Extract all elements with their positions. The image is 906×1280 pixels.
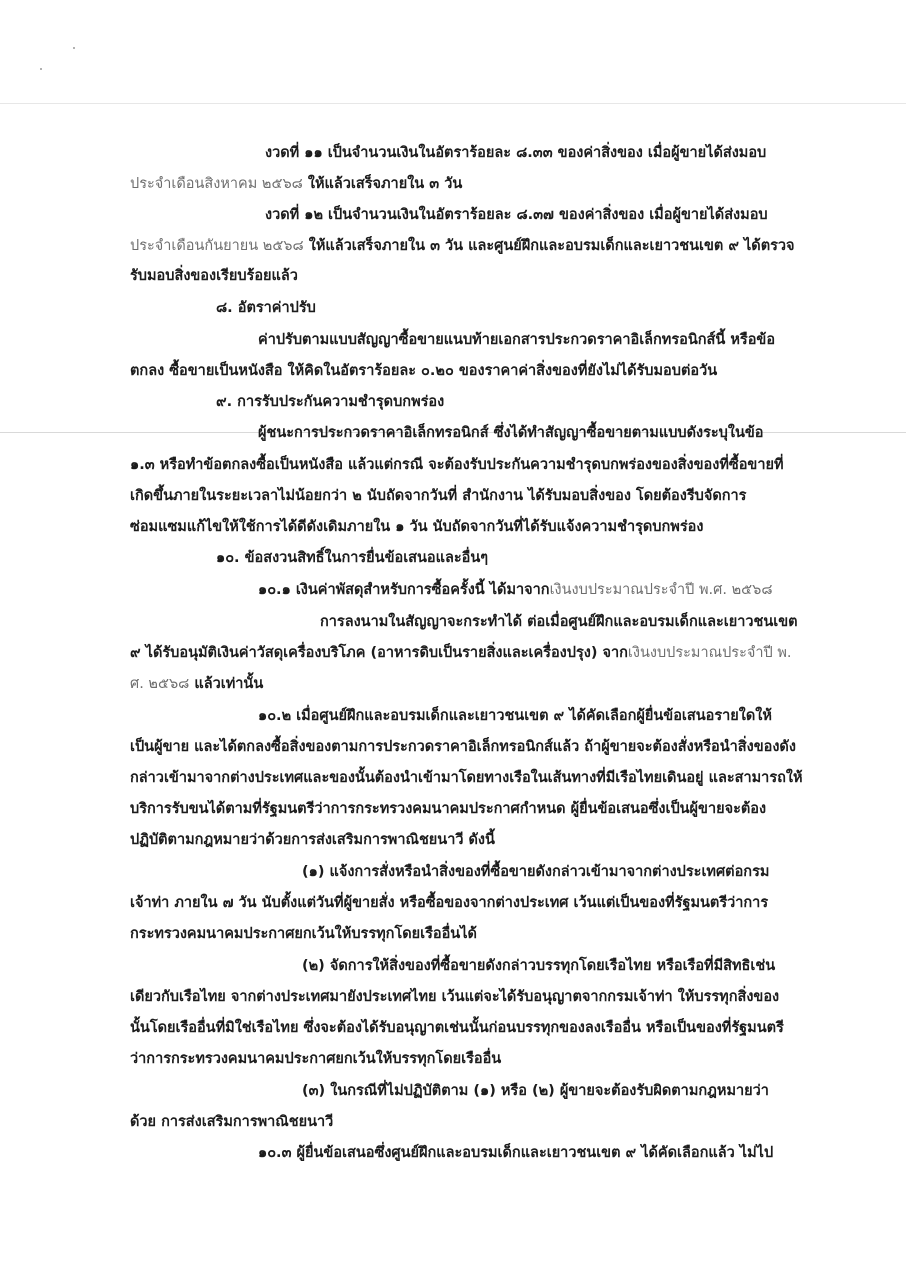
section-10-2-line-3: กล่าวเข้ามาจากต่างประเทศและของนั้นต้องนำเข้ามาโดยทางเรือในเส้นทางที่มีเรือไทยเดินอยู่ และสามารถให้	[130, 770, 803, 786]
item-3-line-2: ด้วย การส่งเสริมการพาณิชยนาวี	[130, 1114, 334, 1130]
installment-12-line-1: งวดที่ ๑๒ เป็นจำนวนเงินในอัตราร้อยละ ๘.๓๗ ของค่าสิ่งของ เมื่อผู้ขายได้ส่งมอบ	[265, 207, 768, 223]
section-9-line-1: ผู้ชนะการประกวดราคาอิเล็กทรอนิกส์ ซึ่งได้ทำสัญญาซื้อขายตามแบบดังระบุในข้อ	[258, 425, 764, 441]
section-10-2-line-1: ๑๐.๒ เมื่อศูนย์ฝึกและอบรมเด็กและเยาวชนเขต ๙ ได้คัดเลือกผู้ยื่นข้อเสนอรายใดให้	[258, 708, 772, 724]
item-1-line-3: กระทรวงคมนาคมประกาศยกเว้นให้บรรทุกโดยเรืออื่นได้	[130, 926, 477, 942]
section-9-line-3: เกิดขึ้นภายในระยะเวลาไม่น้อยกว่า ๒ นับถัดจากวันที่ สำนักงาน ได้รับมอบสิ่งของ โดยต้องรีบจัดการ	[130, 488, 747, 504]
section-8-line-1: ค่าปรับตามแบบสัญญาซื้อขายแนบท้ายเอกสารประกวดราคาอิเล็กทรอนิกส์นี้ หรือข้อ	[258, 332, 776, 348]
section-10-heading: ๑๐. ข้อสงวนสิทธิ์ในการยื่นข้อเสนอและอื่นๆ	[216, 550, 489, 566]
item-2-line-3: นั้นโดยเรืออื่นที่มิใช่เรือไทย ซึ่งจะต้องได้รับอนุญาตเช่นนั้นก่อนบรรทุกของลงเรืออื่น หรือเป็นของที่รัฐมนตรี	[130, 1020, 784, 1036]
installment-12-month: ประจำเดือนกันยายน ๒๕๖๘	[130, 238, 304, 254]
scan-speck	[73, 47, 75, 49]
installment-11-line-1: งวดที่ ๑๑ เป็นจำนวนเงินในอัตราร้อยละ ๘.๓๓ ของค่าสิ่งของ เมื่อผู้ขายได้ส่งมอบ	[265, 145, 767, 161]
scan-artifact-line	[0, 103, 906, 104]
section-9-line-2: ๑.๓ หรือทำข้อตกลงซื้อเป็นหนังสือ แล้วแต่กรณี จะต้องรับประกันความชำรุดบกพร่องของสิ่งของที่ซื้อขายที่	[130, 457, 784, 473]
section-9-line-4: ซ่อมแซมแก้ไขให้ใช้การได้ดีดังเดิมภายใน ๑ วัน นับถัดจากวันที่ได้รับแจ้งความชำรุดบกพร่อง	[130, 519, 704, 535]
section-10-1-line-2: การลงนามในสัญญาจะกระทำได้ ต่อเมื่อศูนย์ฝึกและอบรมเด็กและเยาวชนเขต	[320, 614, 798, 630]
item-2-line-1: (๒) จัดการให้สิ่งของที่ซื้อขายดังกล่าวบรรทุกโดยเรือไทย หรือเรือที่มีสิทธิเช่น	[302, 958, 776, 974]
section-10-2-line-5: ปฏิบัติตามกฎหมายว่าด้วยการส่งเสริมการพาณิชยนาวี ดังนี้	[130, 832, 495, 848]
section-9-heading: ๙. การรับประกันความชำรุดบกพร่อง	[216, 394, 445, 410]
section-10-1-line-4	[130, 674, 263, 694]
section-10-1-line-3	[130, 643, 792, 663]
installment-11-month: ประจำเดือนสิงหาคม ๒๕๖๘	[130, 176, 303, 192]
section-10-1-budget: เงินงบประมาณประจำปี พ.ศ. ๒๕๖๘	[549, 582, 773, 598]
section-10-1-budget-2: เงินงบประมาณประจำปี พ.	[627, 645, 792, 661]
installment-12-deadline: ให้แล้วเสร็จภายใน ๓ วัน และศูนย์ฝึกและอบรมเด็กและเยาวชนเขต ๙ ได้ตรวจ	[303, 238, 795, 254]
section-10-1-lead: ๑๐.๑ เงินค่าพัสดุสำหรับการซื้อครั้งนี้ ได้มาจาก	[258, 582, 550, 598]
item-3-line-1: (๓) ในกรณีที่ไม่ปฏิบัติตาม (๑) หรือ (๒) ผู้ขายจะต้องรับผิดตามกฎหมายว่า	[302, 1083, 769, 1099]
installment-12-line-3: รับมอบสิ่งของเรียบร้อยแล้ว	[130, 268, 298, 284]
item-1-line-2: เจ้าท่า ภายใน ๗ วัน นับตั้งแต่วันที่ผู้ขายสั่ง หรือซื้อของจากต่างประเทศ เว้นแต่เป็นของที่รัฐมนตรีว่าการ	[130, 895, 769, 911]
section-8-line-2: ตกลง ซื้อขายเป็นหนังสือ ให้คิดในอัตราร้อยละ ๐.๒๐ ของราคาค่าสิ่งของที่ยังไม่ได้รับมอบต่อวัน	[130, 363, 718, 379]
item-2-line-4: ว่าการกระทรวงคมนาคมประกาศยกเว้นให้บรรทุกโดยเรืออื่น	[130, 1051, 502, 1067]
section-10-1-line-1	[258, 580, 773, 600]
section-10-1-only: แล้วเท่านั้น	[189, 676, 264, 692]
installment-11-deadline: ให้แล้วเสร็จภายใน ๓ วัน	[302, 176, 463, 192]
section-10-2-line-2: เป็นผู้ขาย และได้ตกลงซื้อสิ่งของตามการประกวดราคาอิเล็กทรอนิกส์แล้ว ถ้าผู้ขายจะต้องสั่งหรือนำสิ่งของดัง	[130, 739, 796, 755]
item-2-line-2: เดียวกับเรือไทย จากต่างประเทศมายังประเทศไทย เว้นแต่จะได้รับอนุญาตจากกรมเจ้าท่า ให้บรรทุกสิ่งของ	[130, 989, 780, 1005]
section-10-1-approval: ๙ ได้รับอนุมัติเงินค่าวัสดุเครื่องบริโภค (อาหารดิบเป็นรายสิ่งและเครื่องปรุง) จาก	[130, 645, 628, 661]
installment-12-line-2	[130, 236, 795, 256]
section-10-1-year: ศ. ๒๕๖๘	[130, 676, 190, 692]
section-10-2-line-4: บริการรับขนได้ตามที่รัฐมนตรีว่าการกระทรวงคมนาคมประกาศกำหนด ผู้ยื่นข้อเสนอซึ่งเป็นผู้ขายจะต้อง	[130, 801, 767, 817]
scan-speck	[40, 68, 42, 70]
item-1-line-1: (๑) แจ้งการสั่งหรือนำสิ่งของที่ซื้อขายดังกล่าวเข้ามาจากต่างประเทศต่อกรม	[302, 864, 770, 880]
section-8-heading: ๘. อัตราค่าปรับ	[216, 300, 316, 316]
installment-11-line-2	[130, 174, 462, 194]
section-10-3-line-1: ๑๐.๓ ผู้ยื่นข้อเสนอซึ่งศูนย์ฝึกและอบรมเด็กและเยาวชนเขต ๙ ได้คัดเลือกแล้ว ไม่ไป	[258, 1145, 774, 1161]
